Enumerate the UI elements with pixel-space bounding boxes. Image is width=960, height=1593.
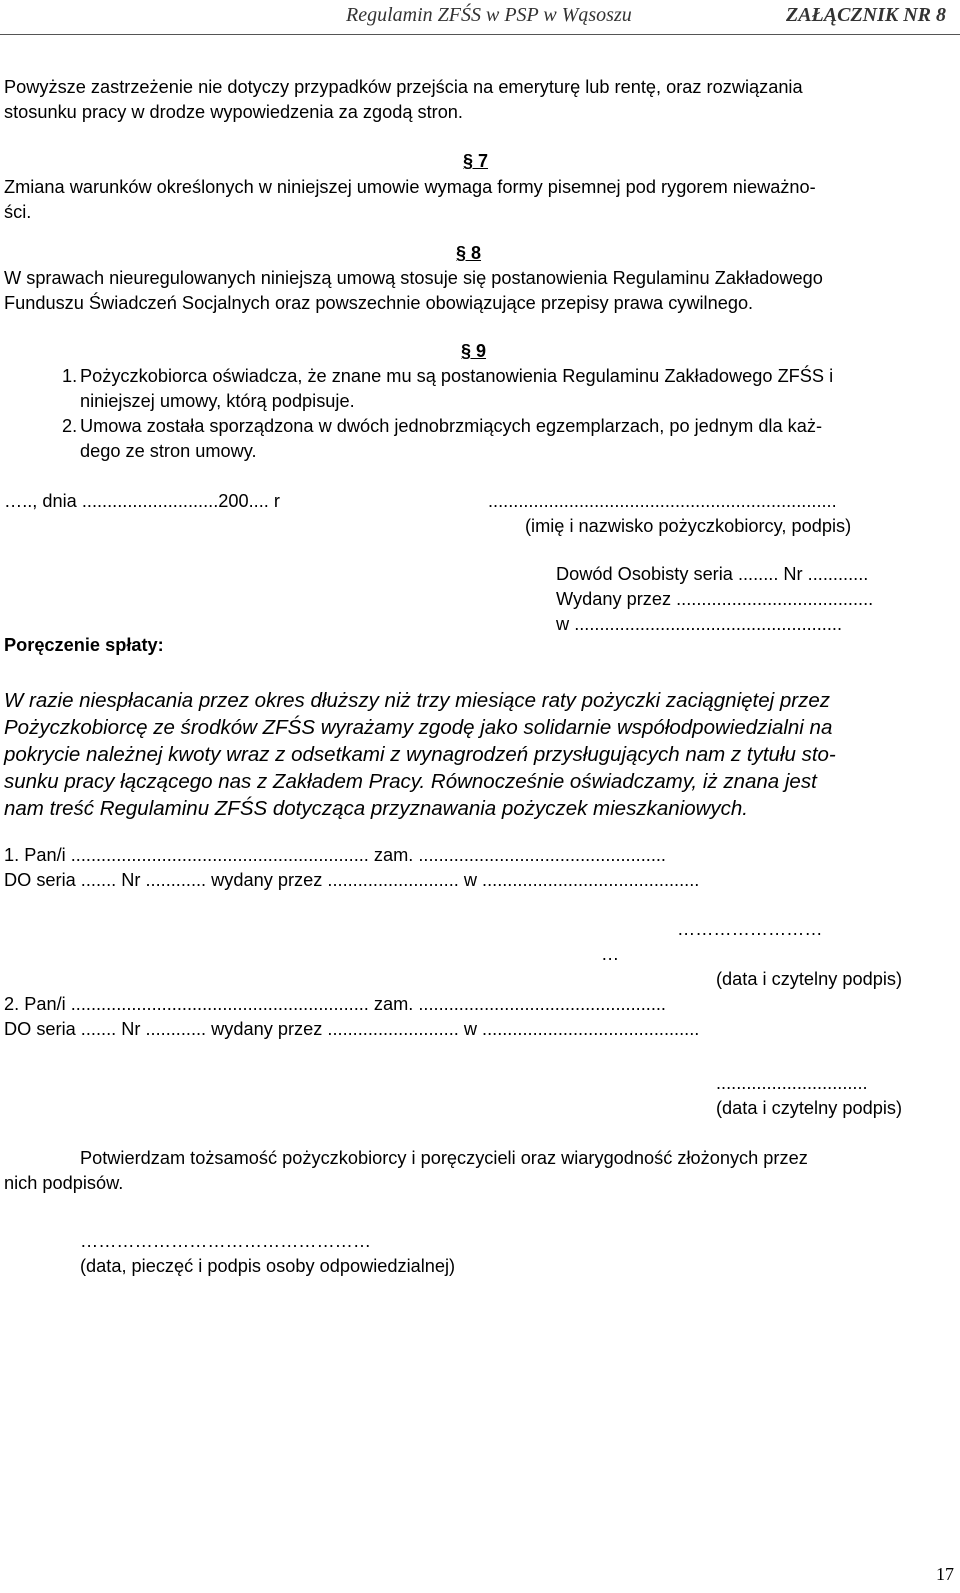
guarantee-line-3: pokrycie należnej kwoty wraz z odsetkami z wynagrodzeń przysługujących nam z tytułu sto- [4,743,836,766]
section-8-mark: § 8 [456,243,482,263]
section-9-mark: § 9 [461,341,487,361]
section-9-item-2-line-2: dego ze stron umowy. [80,441,257,461]
guarantee-line-1: W razie niespłacania przez okres dłuższy niż trzy miesiące raty pożyczki zaciągniętej przez [4,689,831,712]
section-9-item-1-number: 1. [62,366,78,386]
section-9-item-2-line-1: Umowa została sporządzona w dwóch jednobrzmiących egzemplarzach, po jednym dla każ- [80,416,823,436]
borrower-signature-dots: ..................................................................... [488,491,837,511]
section-9-item-1-line-1: Pożyczkobiorca oświadcza, że znane mu są postanowienia Regulaminu Zakładowego ZFŚS i [80,366,834,386]
guarantee-line-4: sunku pracy łączącego nas z Zakładem Pracy. Równocześnie oświadczamy, iż znana jest [4,770,817,793]
guarantor-1-signature-caption: (data i czytelny podpis) [716,969,903,989]
section-9-item-2-number: 2. [62,416,78,436]
section-7-line-1: Zmiana warunków określonych w niniejszej umowie wymaga formy pisemnej pod rygorem nieważno- [4,177,816,197]
guarantor-1-signature-dots-cont: … [601,944,620,964]
issued-in-line: w ..................................................... [556,614,843,634]
guarantee-line-2: Pożyczkobiorcę ze środków ZFŚS wyrażamy zgodę jako solidarnie współodpowiedzialni na [4,716,833,739]
id-card-line: Dowód Osobisty seria ........ Nr ............ [556,564,869,584]
section-7-line-2: ści. [4,202,32,222]
guarantor-1-id-line: DO seria ....... Nr ............ wydany przez .......................... w ........................................... [4,870,700,890]
confirmation-line-2: nich podpisów. [4,1173,124,1193]
guarantee-line-5: nam treść Regulaminu ZFŚS dotycząca przyznawania pożyczek mieszkaniowych. [4,797,748,820]
intro-line-2: stosunku pracy w drodze wypowiedzenia za zgodą stron. [4,102,463,122]
guarantor-1-name-line: 1. Pan/i ........................................................... zam. ................................................. [4,845,666,865]
section-9-item-1-line-2: niniejszej umowy, którą podpisuje. [80,391,355,411]
confirmation-signature-caption: (data, pieczęć i podpis osoby odpowiedzialnej) [80,1256,456,1276]
header-title: Regulamin ZFŚS w PSP w Wąsoszu [346,4,632,26]
borrower-signature-caption: (imię i nazwisko pożyczkobiorcy, podpis) [525,516,852,536]
confirmation-signature-dots: ………………………………………… [80,1231,371,1251]
section-8-line-2: Funduszu Świadczeń Socjalnych oraz powszechnie obowiązujące przepisy prawa cywilnego. [4,293,754,313]
intro-line-1: Powyższe zastrzeżenie nie dotyczy przypadków przejścia na emeryturę lub rentę, oraz rozwiązania [4,77,803,97]
guarantor-2-signature-dots: .............................. [716,1073,868,1093]
date-line: ….., dnia ...........................200.... r [4,491,280,511]
page-number: 17 [936,1564,954,1584]
issued-by-line: Wydany przez ....................................... [556,589,874,609]
section-7-mark: § 7 [463,151,489,171]
confirmation-line-1: Potwierdzam tożsamość pożyczkobiorcy i poręczycieli oraz wiarygodność złożonych przez [80,1148,808,1168]
guarantor-2-signature-caption: (data i czytelny podpis) [716,1098,903,1118]
header-rule [0,34,960,35]
header-attachment: ZAŁĄCZNIK NR 8 [786,4,947,26]
guarantor-1-signature-dots: …………………… [677,919,823,939]
guarantor-2-id-line: DO seria ....... Nr ............ wydany przez .......................... w ........................................... [4,1019,700,1039]
section-8-line-1: W sprawach nieuregulowanych niniejszą umową stosuje się postanowienia Regulaminu Zakładowego [4,268,823,288]
guarantor-2-name-line: 2. Pan/i ........................................................... zam. ................................................. [4,994,666,1014]
guarantee-label: Poręczenie spłaty: [4,635,164,655]
